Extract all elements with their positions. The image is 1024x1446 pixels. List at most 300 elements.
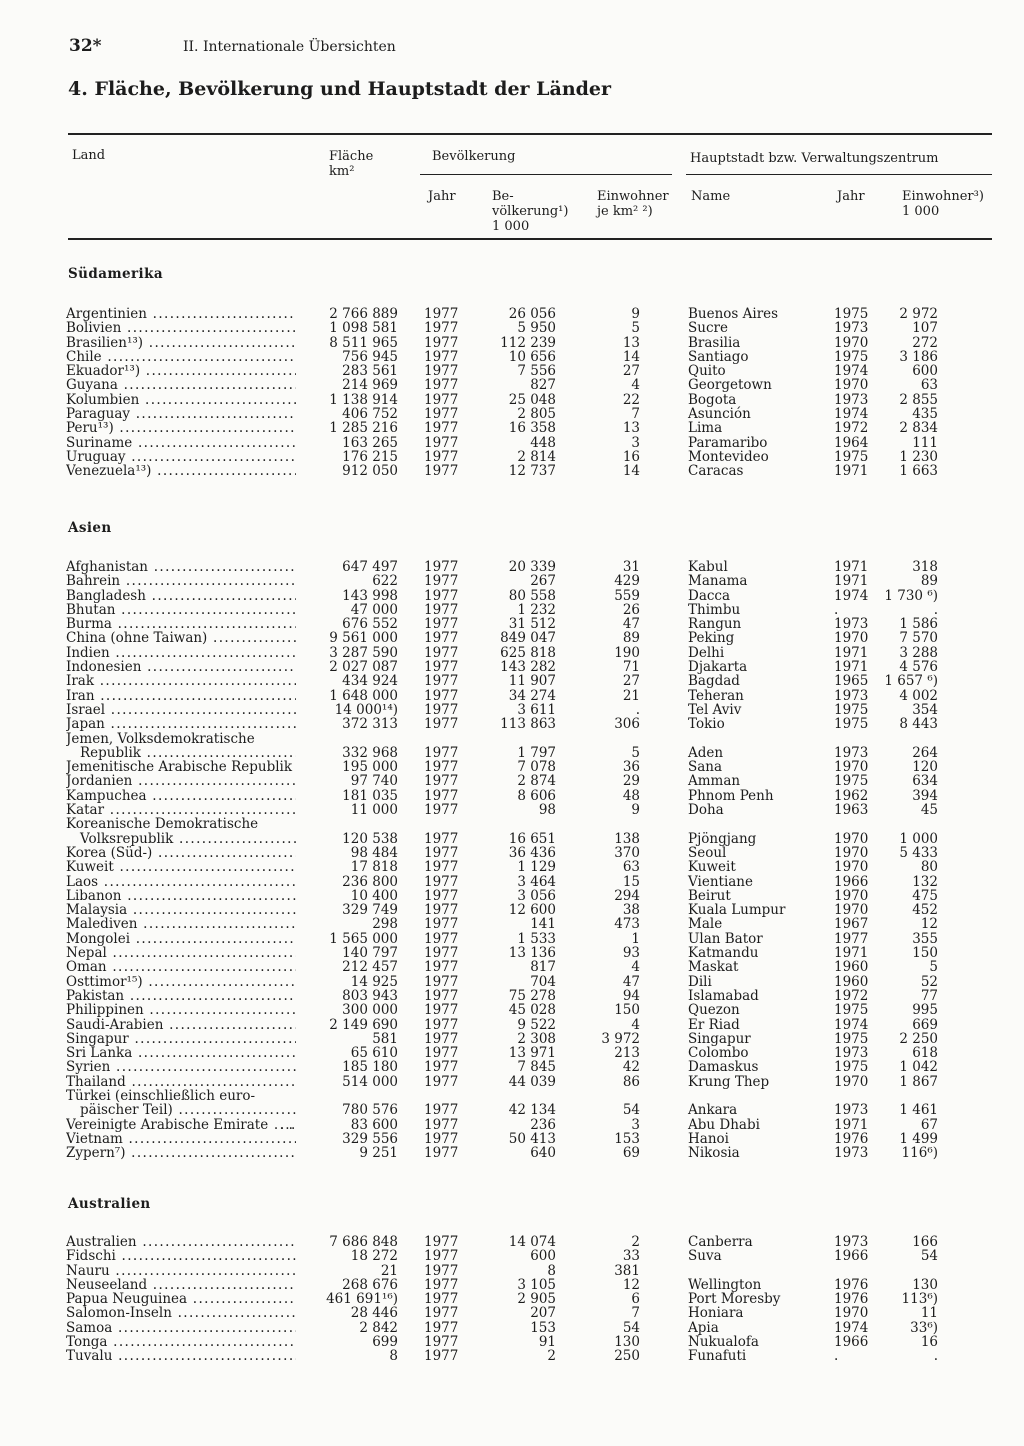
- capital-name-cell: Tokio: [688, 716, 725, 733]
- area-cell: 176 215: [342, 448, 398, 465]
- population-cell: 1 232: [517, 601, 556, 618]
- density-cell: 54: [622, 1102, 640, 1119]
- capital-name-cell: Dili: [688, 973, 712, 990]
- year-cell: 1977: [424, 987, 459, 1004]
- capital-name-cell: Krung Thep: [688, 1073, 770, 1090]
- section-heading-asien: Asien: [68, 520, 112, 536]
- country-name: Malaysia .....: [66, 903, 296, 917]
- density-cell: 54: [622, 1319, 640, 1336]
- country-name: Korea (Süd-) .....: [66, 846, 296, 860]
- country-name: Thailand .....: [66, 1075, 296, 1089]
- density-cell: 94: [622, 987, 640, 1004]
- population-cell: 9 522: [517, 1016, 556, 1033]
- capital-name-cell: Ankara: [688, 1102, 738, 1119]
- area-cell: 283 561: [342, 363, 398, 380]
- area-cell: 143 998: [342, 587, 398, 604]
- year-cell: 1977: [424, 406, 459, 423]
- table-row: [0, 960, 1024, 974]
- year-cell: 1977: [424, 601, 459, 618]
- area-cell: 18 272: [350, 1248, 398, 1265]
- area-cell: 14 000¹⁴): [334, 701, 398, 718]
- year-cell: 1977: [424, 1130, 459, 1147]
- capital-year-cell: 1974: [834, 1016, 869, 1033]
- capital-name-cell: Amman: [688, 773, 741, 790]
- area-cell: 581: [372, 1030, 398, 1047]
- population-cell: 2 874: [517, 773, 556, 790]
- table-row: [0, 631, 1024, 645]
- table-row: [0, 832, 1024, 846]
- year-cell: 1977: [424, 930, 459, 947]
- population-cell: 849 047: [500, 630, 556, 647]
- capital-year-cell: 1960: [834, 973, 869, 990]
- col-header-einwohner-km2: Einwohner je km² ²): [597, 189, 669, 219]
- capital-population-cell: 475: [912, 887, 938, 904]
- population-cell: 36 436: [508, 844, 556, 861]
- capital-year-cell: 1973: [834, 687, 869, 704]
- area-cell: 8 511 965: [329, 334, 398, 351]
- table-row: [0, 1018, 1024, 1032]
- area-cell: 185 180: [342, 1059, 398, 1076]
- table-row: [0, 1103, 1024, 1117]
- capital-population-cell: 4 002: [899, 687, 938, 704]
- population-cell: 207: [530, 1305, 556, 1322]
- country-name: Türkei (einschließlich euro-: [66, 1088, 256, 1104]
- year-cell: 1977: [424, 573, 459, 590]
- capital-population-cell: 354: [912, 701, 938, 718]
- density-cell: 47: [622, 973, 640, 990]
- population-cell: 3 056: [517, 887, 556, 904]
- capital-population-cell: 45: [920, 802, 938, 819]
- capital-year-cell: 1974: [834, 406, 869, 423]
- population-cell: 20 339: [508, 559, 556, 575]
- country-name: Argentinien .....: [66, 307, 296, 321]
- capital-name-cell: Nukualofa: [688, 1334, 759, 1351]
- population-cell: 141: [530, 916, 556, 933]
- country-name: Bangladesh .....: [66, 589, 296, 603]
- density-cell: 370: [614, 844, 640, 861]
- capital-population-cell: 1 042: [899, 1059, 938, 1076]
- country-name: Tuvalu .....: [66, 1349, 296, 1363]
- country-name: Venezuela¹³) .....: [66, 464, 296, 478]
- capital-year-cell: 1975: [834, 448, 869, 465]
- table-row: [0, 321, 1024, 335]
- area-cell: 461 691¹⁶): [326, 1291, 398, 1308]
- capital-year-cell: 1970: [834, 830, 869, 847]
- area-cell: 14 925: [350, 973, 398, 990]
- capital-name-cell: Phnom Penh: [688, 787, 774, 804]
- table-row: [0, 1264, 1024, 1278]
- population-cell: 1 129: [517, 859, 556, 876]
- capital-name-cell: Georgetown: [688, 377, 772, 394]
- capital-year-cell: 1971: [834, 463, 869, 480]
- year-cell: 1977: [424, 616, 459, 633]
- year-cell: 1977: [424, 1234, 459, 1250]
- area-cell: 212 457: [342, 959, 398, 976]
- table-row: [0, 1306, 1024, 1320]
- density-cell: 5: [631, 320, 640, 337]
- table-row: [0, 350, 1024, 364]
- density-cell: 26: [622, 601, 640, 618]
- area-cell: 1 098 581: [329, 320, 398, 337]
- capital-population-cell: 264: [912, 744, 938, 761]
- year-cell: 1977: [424, 1145, 459, 1162]
- year-cell: 1977: [424, 334, 459, 351]
- capital-name-cell: Lima: [688, 420, 723, 437]
- area-cell: 7 686 848: [329, 1234, 398, 1250]
- capital-name-cell: Canberra: [688, 1234, 753, 1250]
- population-cell: 50 413: [508, 1130, 556, 1147]
- capital-population-cell: 16: [920, 1334, 938, 1351]
- page-number: 32*: [69, 36, 102, 56]
- year-cell: 1977: [424, 320, 459, 337]
- table-row: [0, 560, 1024, 574]
- year-cell: 1977: [424, 1030, 459, 1047]
- capital-year-cell: 1970: [834, 1305, 869, 1322]
- capital-year-cell: 1971: [834, 559, 869, 575]
- table-row: [0, 1118, 1024, 1132]
- area-cell: 195 000: [342, 759, 398, 776]
- table-row: [0, 889, 1024, 903]
- density-cell: 31: [622, 559, 640, 575]
- table-row: [0, 1089, 1024, 1103]
- capital-name-cell: Nikosia: [688, 1145, 740, 1162]
- capital-name-cell: Hanoi: [688, 1130, 729, 1147]
- density-cell: 15: [622, 873, 640, 890]
- population-cell: 14 074: [508, 1234, 556, 1250]
- col-header-bevoelkerung: Bevölkerung: [432, 149, 516, 164]
- area-cell: 181 035: [342, 787, 398, 804]
- country-name: China (ohne Taiwan) .....: [66, 631, 296, 645]
- year-cell: 1977: [424, 1262, 459, 1279]
- year-cell: 1977: [424, 1276, 459, 1293]
- table-row: [0, 1292, 1024, 1306]
- country-name: Singapur .....: [66, 1032, 296, 1046]
- density-cell: 71: [622, 659, 640, 676]
- capital-population-cell: 7 570: [899, 630, 938, 647]
- table-row: [0, 1249, 1024, 1263]
- capital-year-cell: 1975: [834, 1059, 869, 1076]
- year-cell: 1977: [424, 716, 459, 733]
- population-cell: 2 308: [517, 1030, 556, 1047]
- table-row: [0, 574, 1024, 588]
- area-cell: 1 565 000: [329, 930, 398, 947]
- capital-year-cell: 1964: [834, 434, 869, 451]
- density-cell: 13: [622, 334, 640, 351]
- capital-year-cell: 1976: [834, 1291, 869, 1308]
- country-name: Nauru .....: [66, 1264, 296, 1278]
- capital-name-cell: Aden: [688, 744, 724, 761]
- population-cell: 75 278: [508, 987, 556, 1004]
- capital-population-cell: 1 461: [899, 1102, 938, 1119]
- capital-population-cell: 52: [920, 973, 938, 990]
- year-cell: 1977: [424, 587, 459, 604]
- capital-population-cell: 600: [912, 363, 938, 380]
- population-cell: 3 105: [517, 1276, 556, 1293]
- country-name: Peru¹³) .....: [66, 421, 296, 435]
- capital-name-cell: Honiara: [688, 1305, 744, 1322]
- density-cell: 130: [614, 1334, 640, 1351]
- density-cell: 306: [614, 716, 640, 733]
- country-name: Israel .....: [66, 703, 296, 717]
- population-cell: 267: [530, 573, 556, 590]
- capital-year-cell: 1970: [834, 1073, 869, 1090]
- country-name: Indonesien .....: [66, 660, 296, 674]
- capital-year-cell: 1971: [834, 659, 869, 676]
- population-cell: 640: [530, 1145, 556, 1162]
- year-cell: 1977: [424, 1002, 459, 1019]
- table-row: [0, 717, 1024, 731]
- capital-name-cell: Santiago: [688, 348, 749, 365]
- year-cell: 1977: [424, 1248, 459, 1265]
- year-cell: 1977: [424, 306, 459, 322]
- section-rows-asien: [0, 560, 1024, 1160]
- capital-name-cell: Bagdad: [688, 673, 740, 690]
- area-cell: 298: [372, 916, 398, 933]
- capital-name-cell: Tel Aviv: [688, 701, 742, 718]
- area-cell: 912 050: [342, 463, 398, 480]
- capital-name-cell: Montevideo: [688, 448, 769, 465]
- capital-population-cell: 2 834: [899, 420, 938, 437]
- capital-name-cell: Quezon: [688, 1002, 740, 1019]
- country-name: Samoa .....: [66, 1321, 296, 1335]
- density-cell: 16: [622, 448, 640, 465]
- density-cell: 429: [614, 573, 640, 590]
- year-cell: 1977: [424, 887, 459, 904]
- country-name: Burma .....: [66, 617, 296, 631]
- density-cell: 473: [614, 916, 640, 933]
- capital-year-cell: 1974: [834, 587, 869, 604]
- density-cell: 5: [631, 744, 640, 761]
- year-cell: 1977: [424, 759, 459, 776]
- capital-name-cell: Bogota: [688, 391, 737, 408]
- table-row: [0, 1046, 1024, 1060]
- leader-dots: . .: [280, 1116, 293, 1133]
- capital-year-cell: 1972: [834, 987, 869, 1004]
- year-cell: 1977: [424, 1305, 459, 1322]
- area-cell: 97 740: [350, 773, 398, 790]
- table-row: [0, 1003, 1024, 1017]
- country-name: Bahrein .....: [66, 574, 296, 588]
- area-cell: 214 969: [342, 377, 398, 394]
- area-cell: 163 265: [342, 434, 398, 451]
- year-cell: 1977: [424, 559, 459, 575]
- density-cell: 294: [614, 887, 640, 904]
- year-cell: 1977: [424, 687, 459, 704]
- density-cell: 69: [622, 1145, 640, 1162]
- capital-year-cell: 1975: [834, 348, 869, 365]
- year-cell: 1977: [424, 348, 459, 365]
- capital-population-cell: 120: [912, 759, 938, 776]
- capital-name-cell: Buenos Aires: [688, 306, 779, 322]
- country-name: Ekuador¹³) .....: [66, 364, 296, 378]
- capital-population-cell: 54: [920, 1248, 938, 1265]
- capital-population-cell: 1 230: [899, 448, 938, 465]
- density-cell: 12: [622, 1276, 640, 1293]
- area-cell: 1 138 914: [329, 391, 398, 408]
- capital-name-cell: Vientiane: [688, 873, 753, 890]
- capital-population-cell: 166: [912, 1234, 938, 1250]
- table-row: [0, 660, 1024, 674]
- population-cell: 600: [530, 1248, 556, 1265]
- density-cell: 6: [631, 1291, 640, 1308]
- population-cell: 1 533: [517, 930, 556, 947]
- table-row: [0, 589, 1024, 603]
- density-cell: 21: [622, 687, 640, 704]
- capital-year-cell: 1975: [834, 716, 869, 733]
- population-cell: 2: [547, 1348, 556, 1365]
- table-row: [0, 1032, 1024, 1046]
- capital-year-cell: 1973: [834, 1102, 869, 1119]
- capital-year-cell: 1970: [834, 902, 869, 919]
- population-cell: 112 239: [500, 334, 556, 351]
- capital-name-cell: Asunción: [688, 406, 751, 423]
- capital-year-cell: 1970: [834, 377, 869, 394]
- density-cell: 48: [622, 787, 640, 804]
- table-row: [0, 803, 1024, 817]
- capital-name-cell: Suva: [688, 1248, 722, 1265]
- country-name: Fidschi .....: [66, 1249, 296, 1263]
- capital-name-cell: Wellington: [688, 1276, 762, 1293]
- capital-name-cell: Thimbu: [688, 601, 741, 618]
- capital-year-cell: 1966: [834, 1248, 869, 1265]
- year-cell: 1977: [424, 1116, 459, 1133]
- capital-population-cell: 1 663: [899, 463, 938, 480]
- capital-name-cell: Brasilia: [688, 334, 741, 351]
- country-name: päischer Teil) .....: [66, 1103, 296, 1117]
- table-row: [0, 603, 1024, 617]
- capital-population-cell: 2 972: [899, 306, 938, 322]
- density-cell: 9: [631, 802, 640, 819]
- year-cell: 1977: [424, 787, 459, 804]
- table-row: [0, 421, 1024, 435]
- density-cell: 4: [631, 959, 640, 976]
- capital-name-cell: Apia: [688, 1319, 719, 1336]
- area-cell: 756 945: [342, 348, 398, 365]
- capital-name-cell: Singapur: [688, 1030, 751, 1047]
- capital-name-cell: Doha: [688, 802, 724, 819]
- country-name: Mongolei .....: [66, 932, 296, 946]
- capital-population-cell: 89: [920, 573, 938, 590]
- country-name: Sri Lanka .....: [66, 1046, 296, 1060]
- capital-population-cell: 33⁶): [910, 1319, 938, 1336]
- capital-name-cell: Rangun: [688, 616, 742, 633]
- capital-year-cell: 1974: [834, 363, 869, 380]
- area-cell: 28 446: [350, 1305, 398, 1322]
- capital-name-cell: Ulan Bator: [688, 930, 763, 947]
- country-name: Neuseeland .....: [66, 1278, 296, 1292]
- capital-population-cell: 132: [912, 873, 938, 890]
- country-name: Jemen, Volksdemokratische: [66, 731, 255, 746]
- capital-population-cell: 394: [912, 787, 938, 804]
- area-cell: 120 538: [342, 830, 398, 847]
- year-cell: 1977: [424, 859, 459, 876]
- country-name: Kolumbien .....: [66, 393, 296, 407]
- area-cell: 9 251: [359, 1145, 398, 1162]
- area-cell: 11 000: [350, 802, 398, 819]
- country-name: Pakistan .....: [66, 989, 296, 1003]
- capital-year-cell: 1971: [834, 1116, 869, 1133]
- density-cell: 250: [614, 1348, 640, 1365]
- country-name: Nepal .....: [66, 946, 296, 960]
- population-cell: 7 078: [517, 759, 556, 776]
- table-title: 4. Fläche, Bevölkerung und Hauptstadt der Länder: [68, 78, 612, 100]
- area-cell: 699: [372, 1334, 398, 1351]
- capital-population-cell: 80: [920, 859, 938, 876]
- capital-name-cell: Male: [688, 916, 723, 933]
- population-cell: 3 464: [517, 873, 556, 890]
- country-name: Brasilien¹³) .....: [66, 336, 296, 350]
- top-rule: [68, 133, 992, 135]
- year-cell: 1977: [424, 1319, 459, 1336]
- country-name: Zypern⁷) .....: [66, 1146, 296, 1160]
- population-cell: 12 600: [508, 902, 556, 919]
- col-header-name: Name: [691, 189, 731, 204]
- year-cell: 1977: [424, 1102, 459, 1119]
- country-name: Tonga .....: [66, 1335, 296, 1349]
- running-title: II. Internationale Übersichten: [183, 39, 396, 55]
- population-cell: 236: [530, 1116, 556, 1133]
- year-cell: 1977: [424, 701, 459, 718]
- capital-population-cell: 107: [912, 320, 938, 337]
- capital-year-cell: 1975: [834, 773, 869, 790]
- table-row: [0, 689, 1024, 703]
- table-row: [0, 674, 1024, 688]
- capital-population-cell: 67: [920, 1116, 938, 1133]
- density-cell: 190: [614, 644, 640, 661]
- capital-year-cell: 1973: [834, 744, 869, 761]
- population-cell: 5 950: [517, 320, 556, 337]
- area-cell: 514 000: [342, 1073, 398, 1090]
- table-row: [0, 336, 1024, 350]
- capital-year-cell: 1970: [834, 630, 869, 647]
- capital-population-cell: 452: [912, 902, 938, 919]
- year-cell: 1977: [424, 844, 459, 861]
- capital-population-cell: 11: [920, 1305, 938, 1322]
- population-cell: 8: [547, 1262, 556, 1279]
- capital-group-rule: [686, 174, 992, 175]
- year-cell: 1977: [424, 744, 459, 761]
- table-row: [0, 646, 1024, 660]
- capital-name-cell: Manama: [688, 573, 748, 590]
- country-name: Oman .....: [66, 960, 296, 974]
- country-name: Volksrepublik .....: [66, 832, 296, 846]
- capital-population-cell: 355: [912, 930, 938, 947]
- col-header-hs-jahr: Jahr: [837, 189, 865, 204]
- capital-name-cell: Djakarta: [688, 659, 748, 676]
- population-cell: 113 863: [500, 716, 556, 733]
- capital-year-cell: 1972: [834, 420, 869, 437]
- country-name: Bolivien .....: [66, 321, 296, 335]
- capital-year-cell: 1973: [834, 1045, 869, 1062]
- capital-population-cell: 113⁶): [901, 1291, 938, 1308]
- capital-year-cell: 1977: [834, 930, 869, 947]
- country-name: Koreanische Demokratische: [66, 817, 259, 832]
- capital-year-cell: .: [834, 1348, 839, 1365]
- year-cell: 1977: [424, 644, 459, 661]
- table-row: [0, 1060, 1024, 1074]
- table-row: [0, 774, 1024, 788]
- density-cell: 22: [622, 391, 640, 408]
- country-name: Paraguay .....: [66, 407, 296, 421]
- capital-population-cell: 618: [912, 1045, 938, 1062]
- density-cell: 47: [622, 616, 640, 633]
- table-row: [0, 1146, 1024, 1160]
- density-cell: 14: [622, 348, 640, 365]
- area-cell: 803 943: [342, 987, 398, 1004]
- table-row: [0, 464, 1024, 478]
- capital-year-cell: 1966: [834, 873, 869, 890]
- capital-year-cell: 1963: [834, 802, 869, 819]
